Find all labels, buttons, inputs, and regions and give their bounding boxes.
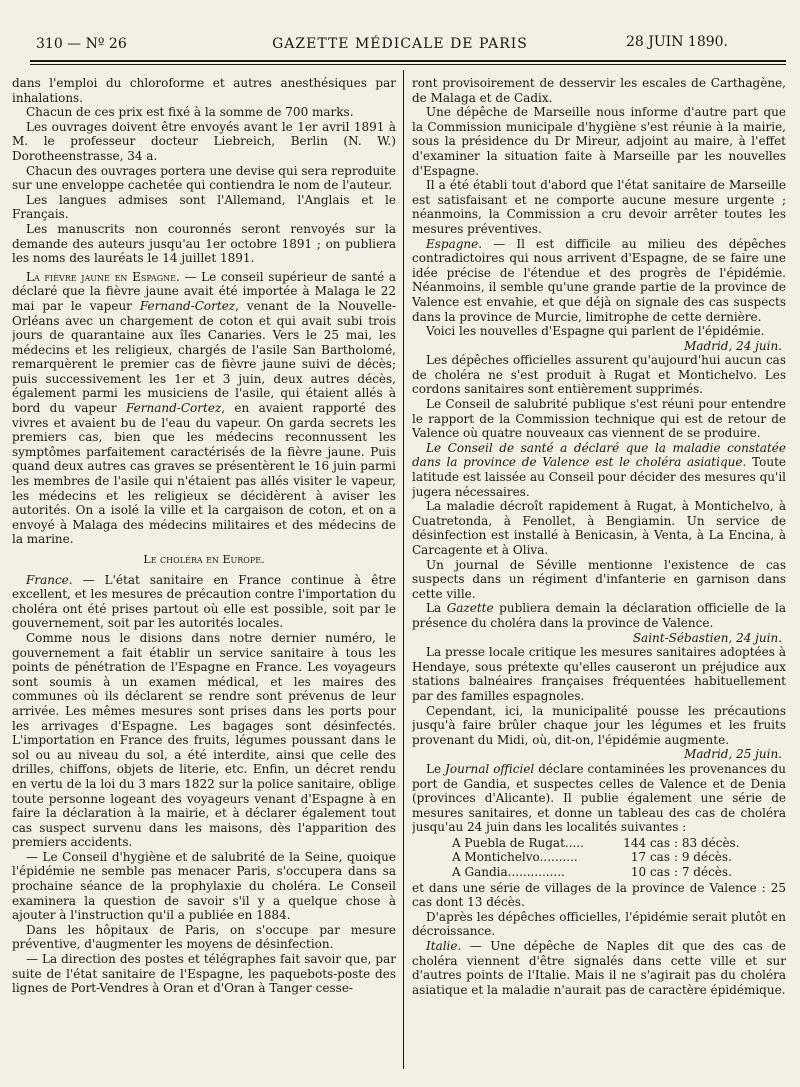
cases-table <box>452 836 786 880</box>
article-italy <box>412 939 786 997</box>
paragraph: Chacun de ces prix est fixé à la somme de 700 marks. <box>26 105 354 120</box>
ship-name: Fernand-Cortez <box>126 401 222 416</box>
table-row <box>452 836 786 851</box>
paragraph: La maladie décroît rapidement à Rugat, à Montichelvo, à Cuatretonda, à Fenollet, à Bengiamin. Un service de désinfection est installé à Benicasin, à Venta, à La Encina, à Carcagente et à Oliva. <box>412 499 786 557</box>
table-row <box>452 865 786 880</box>
table-cell-cases: 144 cas <box>623 835 670 850</box>
paragraph <box>412 601 786 630</box>
paragraph: Un journal de Séville mentionne l'existence de cas suspects dans un régiment d'infanterie en garnison dans cette ville. <box>412 557 786 601</box>
text-run: Toute latitude est laissée au Conseil pour décider des mesures qu'il jugera nécessaires. <box>412 455 786 499</box>
header-rule-thin <box>30 64 786 65</box>
text-run: — Le conseil supérieur de santé a déclaré que la fièvre jaune avait été importée à Malaga le 22 mai par le vapeur <box>12 269 396 313</box>
table-cell-locality: A Gandia............... <box>452 865 565 880</box>
section-heading: Le choléra en Europe. <box>143 553 265 566</box>
article-france <box>12 573 396 631</box>
italic-run: Le Conseil de santé a déclaré que la maladie constatée dans la province de Valence est le choléra asiatique. <box>412 440 786 470</box>
article-yellow-fever <box>12 270 396 547</box>
paragraph: Voici les nouvelles d'Espagne qui parlent de l'épidémie. <box>426 324 765 339</box>
text-run: , venant de la Nouvelle-Orléans avec un chargement de coton et qui avait subi trois jours de quarantaine aux îles Canaries. Vers le 25 mai, les médecins et les religieux, chargés de l'asile San Bartholomé, remarquèrent le premier cas de fièvre jaune suivi de décès; puis successivement les 1er et 3 juin, deux autres décès, également parmi les musiciens de l'asile, qui étaient allés à bord du vapeur <box>12 298 396 416</box>
table-cell-deaths: : 83 décès. <box>674 835 740 850</box>
paragraph: Les langues admises sont l'Allemand, l'Anglais et le Français. <box>12 192 396 222</box>
text-run: déclare contaminées les provenances du port de Gandia, et suspectes celles de Valence et de Denia (provinces d'Alicante). Il publie également une série de mesures sanitaires, et donne un tableau des cas de choléra jusqu'au 24 juin dans les localités suivantes : <box>412 761 786 835</box>
paragraph: Les manuscrits non couronnés seront renvoyés sur la demande des auteurs jusqu'au 1er octobre 1891 ; on publiera les noms des lauréats le 14 juillet 1891. <box>12 221 396 266</box>
table-cell-cases: 10 cas <box>630 865 670 880</box>
italic-run: Gazette <box>446 601 494 616</box>
paragraph <box>412 762 786 835</box>
page-number: 310 — Nº 26 <box>36 36 127 52</box>
table-cell-deaths: : 9 décès. <box>674 850 732 865</box>
paragraph: D'après les dépêches officielles, l'épidémie serait plutôt en décroissance. <box>412 909 786 939</box>
paragraph: — La direction des postes et télégraphes fait savoir que, par suite de l'état sanitaire de l'Espagne, les paquebots-poste des lignes de Port-Vendres à Oran et d'Oran à Tanger cesse- <box>12 952 396 996</box>
text-run: — Une dépêche de Naples dit que des cas de choléra viennent d'être signalés dans cette ville et sur d'autres points de l'Italie. Mais il ne s'agirait pas du choléra asiatique et la maladie n'aurait pas de caractère épidémique. <box>412 939 786 997</box>
paragraph: — Le Conseil d'hygiène et de salubrité de la Seine, quoique l'épidémie ne semble pas menacer Paris, s'occupera dans sa prochaine séance de la prophylaxie du choléra. Le Conseil examinera la question de savoir s'il y a quelque chose à ajouter à l'instruction qu'il a publiée en 1884. <box>12 849 396 923</box>
paragraph: Une dépêche de Marseille nous informe d'autre part que la Commission municipale d'hygiène s'est réunie à la mairie, sous la présidence du Dr Mireur, adjoint au maire, à l'effet d'examiner la situation faite à Marseille par les nouvelles d'Espagne. <box>412 105 786 178</box>
paragraph: Comme nous le disions dans notre dernier numéro, le gouvernement a fait établir un service sanitaire à tous les points de pénétration de l'Espagne en France. Les voyageurs sont soumis à un examen médical, et les maires des communes où ils déclarent se rendre sont prévenus de leur arrivée. Les mêmes mesures sont prises dans les ports pour les arrivages d'Espagne. Les bagages sont désinfectés. L'importation en France des fruits, légumes poussant dans le sol ou au niveau du sol, a été interdite, ainsi que celle des drilles, chiffons, objets de literie, etc. Enfin, un décret rendu en vertu de la loi du 3 mars 1822 sur la police sanitaire, oblige toute personne logeant des voyageurs venant d'Espagne à en faire la déclaration à la mairie, et à déclarer également tout cas suspect survenu dans les maisons, dès l'apparition des premiers accidents. <box>12 630 396 850</box>
page-header <box>30 32 770 56</box>
dateline: Madrid, 24 juin. <box>684 338 782 353</box>
country-label: Espagne. <box>426 236 483 251</box>
left-column <box>12 76 396 1069</box>
text-run: — Il est difficile au milieu des dépêches contradictoires qui nous arrivent d'Espagne, de se faire une idée précise de l'étendue et des progrès de l'épidémie. Néanmoins, il semble qu'une grande partie de la province de Valence est envahie, et que déjà on signale des cas suspects dans la province de Murcie, limitrophe de cette dernière. <box>412 236 786 324</box>
paragraph: Dans les hôpitaux de Paris, on s'occupe par mesure préventive, d'augmenter les moyens de désinfection. <box>12 922 396 952</box>
paragraph: dans l'emploi du chloroforme et autres anesthésiques par inhalations. <box>12 76 396 105</box>
paragraph: Les ouvrages doivent être envoyés avant le 1er avril 1891 à M. le professeur docteur Liebreich, Berlin (N. W.) Dorotheenstrasse, 34 a. <box>12 119 396 163</box>
ship-name: Fernand-Cortez <box>139 298 236 313</box>
text-run: publiera demain la déclaration officielle de la présence du choléra dans la province de Valence. <box>412 601 786 630</box>
table-cell-cases: 17 cas <box>630 850 670 865</box>
column-divider <box>403 70 404 1069</box>
dateline: Madrid, 25 juin. <box>684 747 782 762</box>
journal-title: GAZETTE MÉDICALE DE PARIS <box>272 36 528 52</box>
table-cell-locality: A Montichelvo.......... <box>452 850 578 865</box>
paragraph: Il a été établi tout d'abord que l'état sanitaire de Marseille est satisfaisant et ne comporte aucune mesure urgente ; néanmoins, la Commission a cru devoir arrêter toutes les mesures préventives. <box>412 178 786 236</box>
text-run: Le <box>426 761 446 776</box>
table-row <box>452 850 786 865</box>
paragraph: Chacun des ouvrages portera une devise qui sera reproduite sur une enveloppe cachetée qui contiendra le nom de l'auteur. <box>12 163 396 193</box>
article-heading: La fièvre jaune en Espagne. <box>26 269 180 284</box>
italic-run: Journal officiel <box>445 761 535 776</box>
table-cell-deaths: : 7 décès. <box>674 865 732 880</box>
country-label: France. <box>26 572 73 587</box>
article-spain <box>412 237 786 325</box>
table-cell-locality: A Puebla de Rugat..... <box>452 835 584 850</box>
paragraph: et dans une série de villages de la province de Valence : 25 cas dont 13 décès. <box>412 880 786 910</box>
text-run: , en avaient rapporté des vivres et avaient bu de l'eau du vapeur. On garda secrets les premiers cas, bien que les médecins reconnussent les symptômes parfaitement caractérisés de la fièvre jaune. Puis quand deux autres cas graves se présentèrent le 16 juin parmi les membres de l'asile qui n'étaient pas allés visiter le vapeur, les médecins et les religieux se décidèrent à aviser les autorités. On a isolé la ville et la cargaison de coton, et on a envoyé à Malaga des médecins militaires et des médecins de la marine. <box>12 401 396 547</box>
dateline: Saint-Sébastien, 24 juin. <box>632 630 782 645</box>
paragraph: Les dépêches officielles assurent qu'aujourd'hui aucun cas de choléra ne s'est produit à Rugat et Montichelvo. Les cordons sanitaires sont entièrement supprimés. <box>412 353 786 397</box>
paragraph: La presse locale critique les mesures sanitaires adoptées à Hendaye, sous prétexte qu'elles causeront un préjudice aux stations balnéaires françaises fréquentées habituellement par des familles espagnoles. <box>412 645 786 703</box>
right-column <box>412 76 786 1069</box>
text-run: — L'état sanitaire en France continue à être excellent, et les mesures de précaution contre l'importation du choléra ont été prises partout où elle est possible, soit par le gouvernement, soit par les autorités locales. <box>12 572 396 631</box>
paragraph <box>412 441 786 499</box>
country-label: Italie. <box>426 939 462 954</box>
text-run: La <box>426 601 447 616</box>
header-rule <box>30 60 786 62</box>
paragraph: Cependant, ici, la municipalité pousse les précautions jusqu'à faire brûler chaque jour les légumes et les fruits provenant du Midi, où, dit-on, l'épidémie augmente. <box>412 703 786 747</box>
paragraph: ront provisoirement de desservir les escales de Carthagène, de Malaga et de Cadix. <box>412 76 786 105</box>
issue-date: 28 JUIN 1890. <box>626 34 728 50</box>
paragraph: Le Conseil de salubrité publique s'est réuni pour entendre le rapport de la Commission technique qui est de retour de Valence où quatre nouveaux cas viennent de se produire. <box>412 397 786 441</box>
